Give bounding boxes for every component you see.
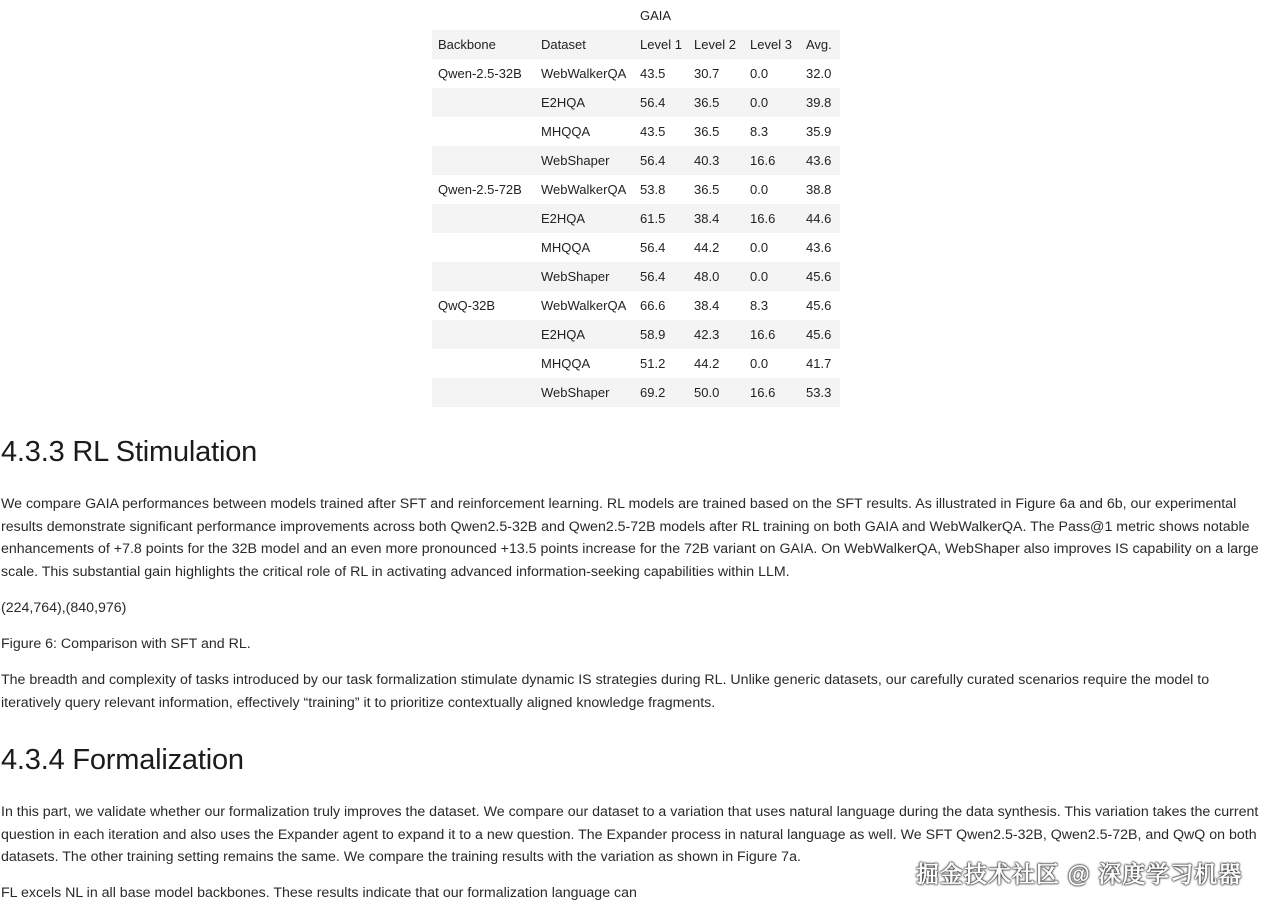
table-cell: 36.5 — [688, 88, 744, 117]
table-row — [432, 175, 840, 204]
table-cell — [432, 262, 535, 291]
table-cell: 51.2 — [640, 356, 666, 371]
table-row — [432, 233, 840, 262]
figure-caption: Figure 6: Comparison with SFT and RL. — [1, 636, 251, 652]
table-group-header-row — [432, 0, 840, 30]
table-cell: 8.3 — [750, 124, 769, 139]
formalization-paragraph-2: FL excels NL in all base model backbones. These results indicate that our formalization language can — [1, 885, 637, 901]
table-cell: 0.0 — [750, 182, 769, 197]
table-header-cell: Level 1 — [634, 30, 688, 59]
table-cell — [432, 320, 535, 349]
rl-paragraph-2-wrap — [1, 669, 1269, 714]
table-cell: WebWalkerQA — [541, 182, 627, 197]
table-row — [432, 204, 840, 233]
table-cell: 56.4 — [634, 88, 688, 117]
table-cell — [432, 146, 535, 175]
table-cell: 16.6 — [744, 204, 800, 233]
table-cell: WebShaper — [535, 378, 634, 407]
watermark: 掘金技术社区 @ 深度学习机器 — [916, 861, 1243, 887]
table-cell: 0.0 — [744, 88, 800, 117]
table-cell: 40.3 — [688, 146, 744, 175]
table-cell: 66.6 — [640, 298, 666, 313]
table-cell — [432, 233, 535, 262]
table-cell: 45.6 — [806, 298, 832, 313]
table-header-cell: Backbone — [432, 30, 535, 59]
table-cell: 56.4 — [634, 146, 688, 175]
table-row — [432, 59, 840, 88]
figure-caption-wrap — [1, 633, 1269, 656]
table-cell: 58.9 — [634, 320, 688, 349]
table-cell — [432, 378, 535, 407]
table-cell: 43.5 — [640, 124, 666, 139]
table-header-cell: Level 3 — [744, 30, 800, 59]
table-cell: 38.8 — [806, 182, 832, 197]
table-cell: 56.4 — [634, 262, 688, 291]
table-cell: Qwen-2.5-72B — [438, 182, 522, 197]
table-cell: 39.8 — [800, 88, 840, 117]
table-cell: 48.0 — [688, 262, 744, 291]
gaia-results-table — [432, 0, 840, 407]
table-cell — [432, 204, 535, 233]
table-row — [432, 146, 840, 175]
table-cell: 0.0 — [744, 262, 800, 291]
table-cell: 16.6 — [744, 378, 800, 407]
table-cell: 44.2 — [694, 240, 720, 255]
figure-placeholder-coords: (224,764),(840,976) — [1, 600, 127, 616]
table-row — [432, 320, 840, 349]
table-cell: 36.5 — [694, 124, 720, 139]
table-cell: 8.3 — [750, 298, 769, 313]
section-heading-rl: 4.3.3 RL Stimulation — [1, 436, 258, 468]
table-cell: E2HQA — [535, 204, 634, 233]
rl-paragraph-2: The breadth and complexity of tasks introduced by our task formalization stimulate dynamic IS strategies during RL. Unlike generic datasets, our carefully curated scenarios require the model to iteratively query relevant information, effectively “training” it to prioritize contextually aligned knowledge fragments. — [1, 672, 1210, 711]
table-cell: 42.3 — [688, 320, 744, 349]
table-cell — [432, 88, 535, 117]
table-cell: WebWalkerQA — [541, 66, 627, 81]
table-cell: 53.3 — [800, 378, 840, 407]
table-cell: 0.0 — [750, 66, 769, 81]
table-cell: 30.7 — [694, 66, 720, 81]
table-cell: 50.0 — [688, 378, 744, 407]
table-row — [432, 262, 840, 291]
table-cell: WebShaper — [535, 146, 634, 175]
table-cell: MHQQA — [541, 240, 591, 255]
table-cell: E2HQA — [535, 320, 634, 349]
table-cell: MHQQA — [541, 124, 591, 139]
table-cell: 16.6 — [744, 320, 800, 349]
table-row — [432, 88, 840, 117]
formalization-paragraph-1: In this part, we validate whether our formalization truly improves the dataset. We compare our dataset to a variation that uses natural language during the data synthesis. This variation takes the current question in each iteration and also uses the Expander agent to expand it to a new question. The Expander process in natural language as well. We SFT Qwen2.5-32B, Qwen2.5-72B, and QwQ on both datasets. The other training setting remains the same. We compare the training results with the variation as shown in Figure 7a. — [1, 804, 1259, 865]
table-cell: Qwen-2.5-32B — [438, 66, 522, 81]
table-cell: WebShaper — [535, 262, 634, 291]
table-cell: 44.2 — [694, 356, 720, 371]
rl-paragraph-1: We compare GAIA performances between models trained after SFT and reinforcement learning. RL models are trained based on the SFT results. As illustrated in Figure 6a and 6b, our experimental results demonstrate significant performance improvements across both Qwen2.5-32B and Qwen2.5-72B models after RL training on both GAIA and WebWalkerQA. The Pass@1 metric shows notable enhancements of +7.8 points for the 32B model and an even more pronounced +13.5 points increase for the 72B variant on GAIA. On WebWalkerQA, WebShaper also improves IS capability on a large scale. This substantial gain highlights the critical role of RL in activating advanced information-seeking capabilities within LLM. — [1, 496, 1259, 580]
table-cell: 38.4 — [688, 204, 744, 233]
figure-placeholder-wrap — [1, 597, 1269, 620]
table-cell: 45.6 — [800, 262, 840, 291]
table-header-cell: Level 2 — [688, 30, 744, 59]
table-cell: 43.5 — [640, 66, 666, 81]
table-cell: 53.8 — [640, 182, 666, 197]
table-cell: 0.0 — [750, 240, 769, 255]
table-cell — [432, 349, 535, 378]
table-row — [432, 117, 840, 146]
rl-paragraph-1-wrap — [1, 493, 1269, 583]
table-header-cell: Avg. — [800, 30, 840, 59]
table-header-row — [432, 30, 840, 59]
table-cell: 56.4 — [640, 240, 666, 255]
section-heading-formalization: 4.3.4 Formalization — [1, 744, 244, 776]
table-cell: 32.0 — [806, 66, 832, 81]
table-group-header: GAIA — [640, 7, 672, 23]
table-cell: 41.7 — [806, 356, 832, 371]
table-cell — [432, 117, 535, 146]
table-cell: 35.9 — [806, 124, 832, 139]
table-cell: 38.4 — [694, 298, 720, 313]
table-cell: 69.2 — [634, 378, 688, 407]
table-cell: 44.6 — [800, 204, 840, 233]
section-formalization — [1, 744, 1269, 777]
table-header-cell: Dataset — [535, 30, 634, 59]
table-cell: WebWalkerQA — [541, 298, 627, 313]
table-cell: 61.5 — [634, 204, 688, 233]
results-table-container — [432, 0, 840, 407]
table-cell: 0.0 — [750, 356, 769, 371]
table-row — [432, 378, 840, 407]
table-cell: 36.5 — [694, 182, 720, 197]
table-body — [432, 59, 840, 407]
section-rl-stimulation — [1, 436, 1269, 469]
table-cell: 43.6 — [800, 146, 840, 175]
table-cell: 16.6 — [744, 146, 800, 175]
table-row — [432, 291, 840, 320]
table-cell: MHQQA — [541, 356, 591, 371]
table-cell: E2HQA — [535, 88, 634, 117]
table-cell: 45.6 — [800, 320, 840, 349]
table-cell: QwQ-32B — [438, 298, 496, 313]
table-row — [432, 349, 840, 378]
table-cell: 43.6 — [806, 240, 832, 255]
